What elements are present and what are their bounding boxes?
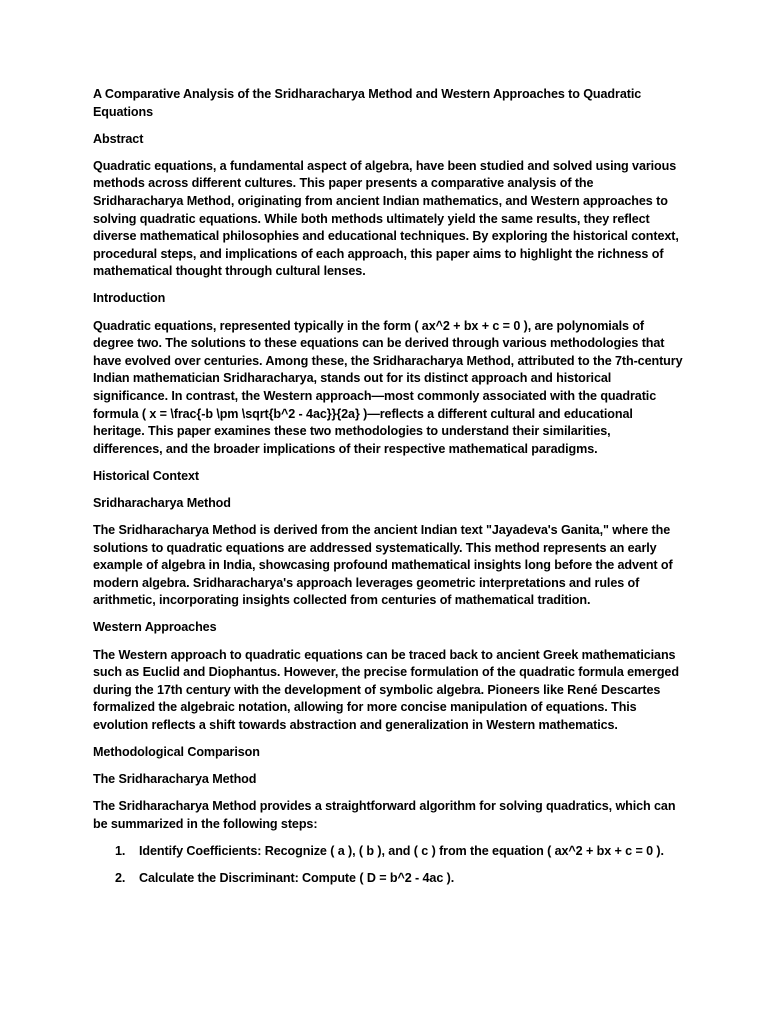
the-sridharacharya-method-heading: The Sridharacharya Method [93, 772, 257, 787]
introduction-heading: Introduction [93, 291, 166, 306]
paper-title: A Comparative Analysis of the Sridharacharya Method and Western Approaches to Quadratic Equations [93, 87, 642, 119]
steps-list [93, 843, 683, 888]
the-sridharacharya-method-paragraph: The Sridharacharya Method provides a straightforward algorithm for solving quadratics, which can be summarized in the following steps: [93, 799, 676, 831]
list-item-text: Identify Coefficients: Recognize ( a ), ( b ), and ( c ) from the equation ( ax^2 + bx + c = 0 ). [139, 843, 664, 858]
sridharacharya-method-heading: Sridharacharya Method [93, 495, 231, 510]
abstract-paragraph: Quadratic equations, a fundamental aspect of algebra, have been studied and solved using various methods across different cultures. This paper presents a comparative analysis of the Sridharacharya Method, originating from ancient Indian mathematics, and Western approaches to solving quadratic equations. While both methods ultimately yield the same results, they reflect diverse mathematical philosophies and educational techniques. By exploring the historical context, procedural steps, and implications of each approach, this paper aims to highlight the richness of mathematical thought through cultural lenses. [93, 158, 679, 279]
methodological-comparison-heading: Methodological Comparison [93, 745, 260, 759]
list-item-number: 2. [115, 871, 126, 886]
introduction-paragraph: Quadratic equations, represented typically in the form ( ax^2 + bx + c = 0 ), are polynomials of degree two. The solutions to these equations can be derived through various methodologies that have evolved over centuries. Among these, the Sridharacharya Method, attributed to the 7th-century Indian mathematician Sridharacharya, stands out for its distinct approach and historical significance. In contrast, the Western approach—most commonly associated with the quadratic formula ( x = \frac{-b \pm \sqrt{b^2 - 4ac}}{2a} )—reflects a different cultural and educational heritage. This paper examines these two methodologies to understand their similarities, differences, and the broader implications of their respective mathematical paradigms. [93, 318, 683, 456]
abstract-heading: Abstract [93, 131, 144, 146]
list-item [93, 870, 683, 888]
list-item-text: Calculate the Discriminant: Compute ( D = b^2 - 4ac ). [139, 871, 455, 886]
sridharacharya-method-paragraph: The Sridharacharya Method is derived from the ancient Indian text "Jayadeva's Ganita," where the solutions to quadratic equations are addressed systematically. This method represents an early example of algebra in India, showcasing profound mathematical insights long before the advent of modern algebra. Sridharacharya's approach leverages geometric interpretations and rules of arithmetic, incorporating insights collected from centuries of mathematical tradition. [93, 522, 673, 608]
western-approaches-paragraph: The Western approach to quadratic equations can be traced back to ancient Greek mathematicians such as Euclid and Diophantus. However, the precise formulation of the quadratic formula emerged during the 17th century with the development of symbolic algebra. Pioneers like René Descartes formalized the algebraic notation, allowing for more concise manipulation of equations. This evolution reflects a shift towards abstraction and generalization in Western mathematics. [93, 647, 679, 732]
list-item [93, 843, 683, 861]
list-item-number: 1. [115, 843, 126, 858]
document-page [93, 86, 683, 898]
western-approaches-heading: Western Approaches [93, 620, 217, 635]
historical-context-heading: Historical Context [93, 468, 199, 483]
